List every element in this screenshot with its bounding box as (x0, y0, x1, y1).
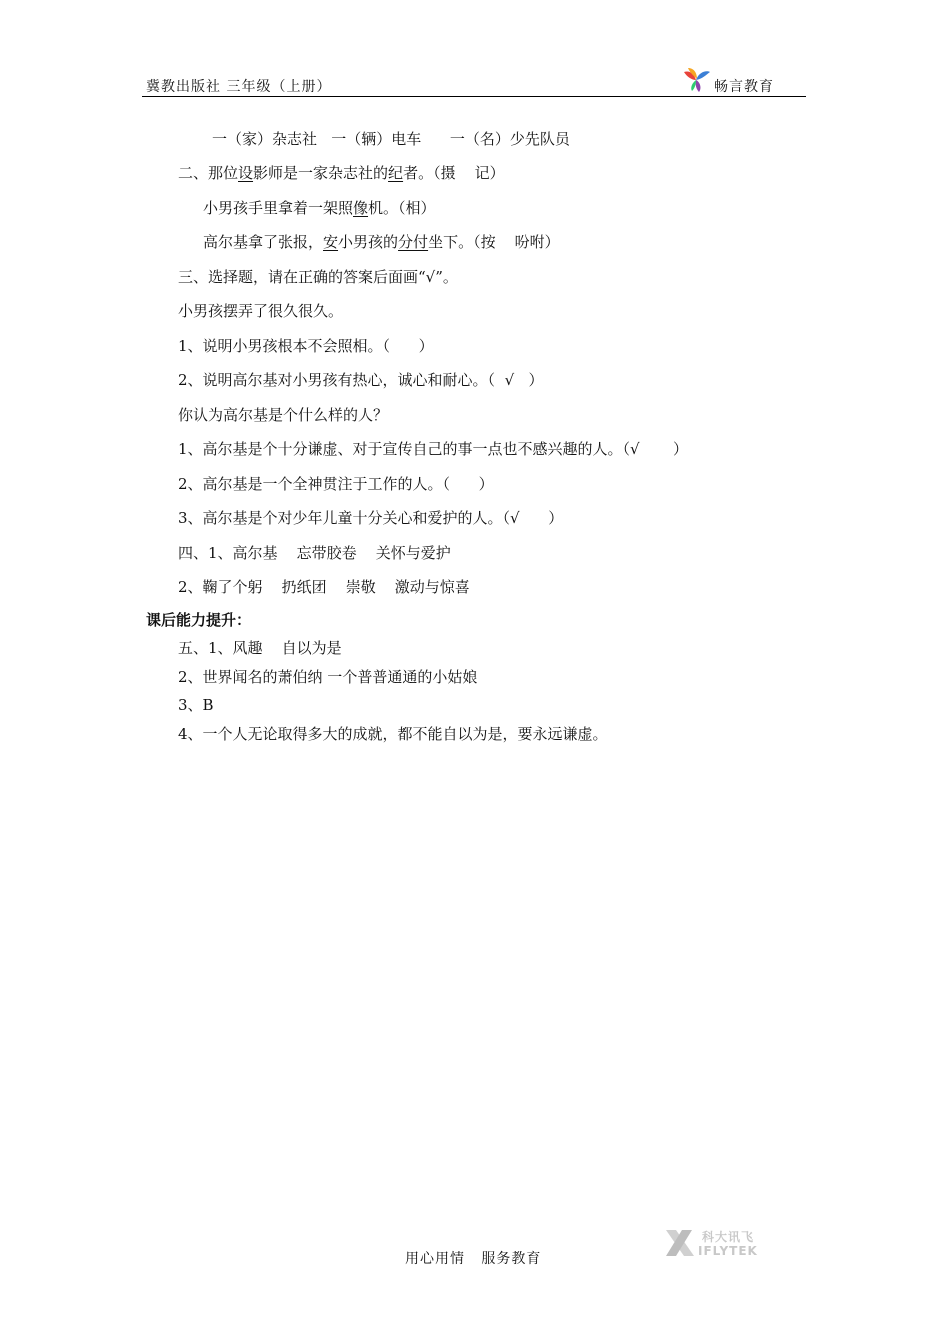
answer-line-section-four: 四、1、高尔基 忘带胶卷 关怀与爱护 (178, 544, 451, 562)
header-publisher: 冀教出版社 三年级（上册） (146, 79, 332, 95)
footer-logo-cn: 科大讯飞 (702, 1230, 755, 1244)
choice-item: 2、说明高尔基对小男孩有热心，诚心和耐心。（ √ ） (178, 371, 544, 389)
bird-logo-icon (682, 66, 712, 94)
answer-line-section-five: 4、一个人无论取得多大的成就，都不能自以为是，要永远谦虚。 (178, 725, 608, 743)
answer-line-section-four: 2、鞠了个躬 扔纸团 崇敬 激动与惊喜 (178, 578, 470, 596)
question-sentence: 你认为高尔基是个什么样的人？ (178, 406, 389, 424)
answer-line-section-five: 五、1、风趣 自以为是 (178, 639, 342, 657)
answer-line-1: 一（家）杂志社 一（辆）电车 一（名）少先队员 (212, 130, 570, 148)
choice-item: 3、高尔基是个对少年儿童十分关心和爱护的人。（√ ） (178, 509, 564, 527)
answer-line-section-five: 2、世界闻名的萧伯纳 一个普普通通的小姑娘 (178, 668, 478, 686)
header-divider (142, 96, 806, 97)
footer-logo (662, 1226, 772, 1262)
question-sentence: 小男孩摆弄了很久很久。 (178, 302, 344, 320)
brand-logo (682, 66, 806, 94)
choice-item: 1、高尔基是个十分谦虚、对于宣传自己的事一点也不感兴趣的人。（√ ） (178, 440, 688, 458)
section-heading: 课后能力提升： (146, 611, 252, 629)
iflytek-x-icon (662, 1226, 698, 1260)
section-three-title: 三、选择题，请在正确的答案后面画“√”。 (178, 268, 458, 286)
answer-line-2: 二、那位设影师是一家杂志社的纪者。（摄 记） (178, 164, 505, 182)
choice-item: 2、高尔基是一个全神贯注于工作的人。（ ） (178, 475, 494, 493)
footer-slogan: 用心用情 服务教育 (405, 1251, 542, 1267)
answer-line-4: 高尔基拿了张报，安小男孩的分付坐下。（按 吩咐） (203, 233, 560, 251)
brand-name: 畅言教育 (714, 79, 774, 95)
answer-line-section-five: 3、B (178, 696, 214, 714)
footer-logo-en: IFLYTEK (698, 1244, 758, 1258)
answer-line-3: 小男孩手里拿着一架照像机。（相） (203, 199, 436, 217)
choice-item: 1、说明小男孩根本不会照相。（ ） (178, 337, 434, 355)
